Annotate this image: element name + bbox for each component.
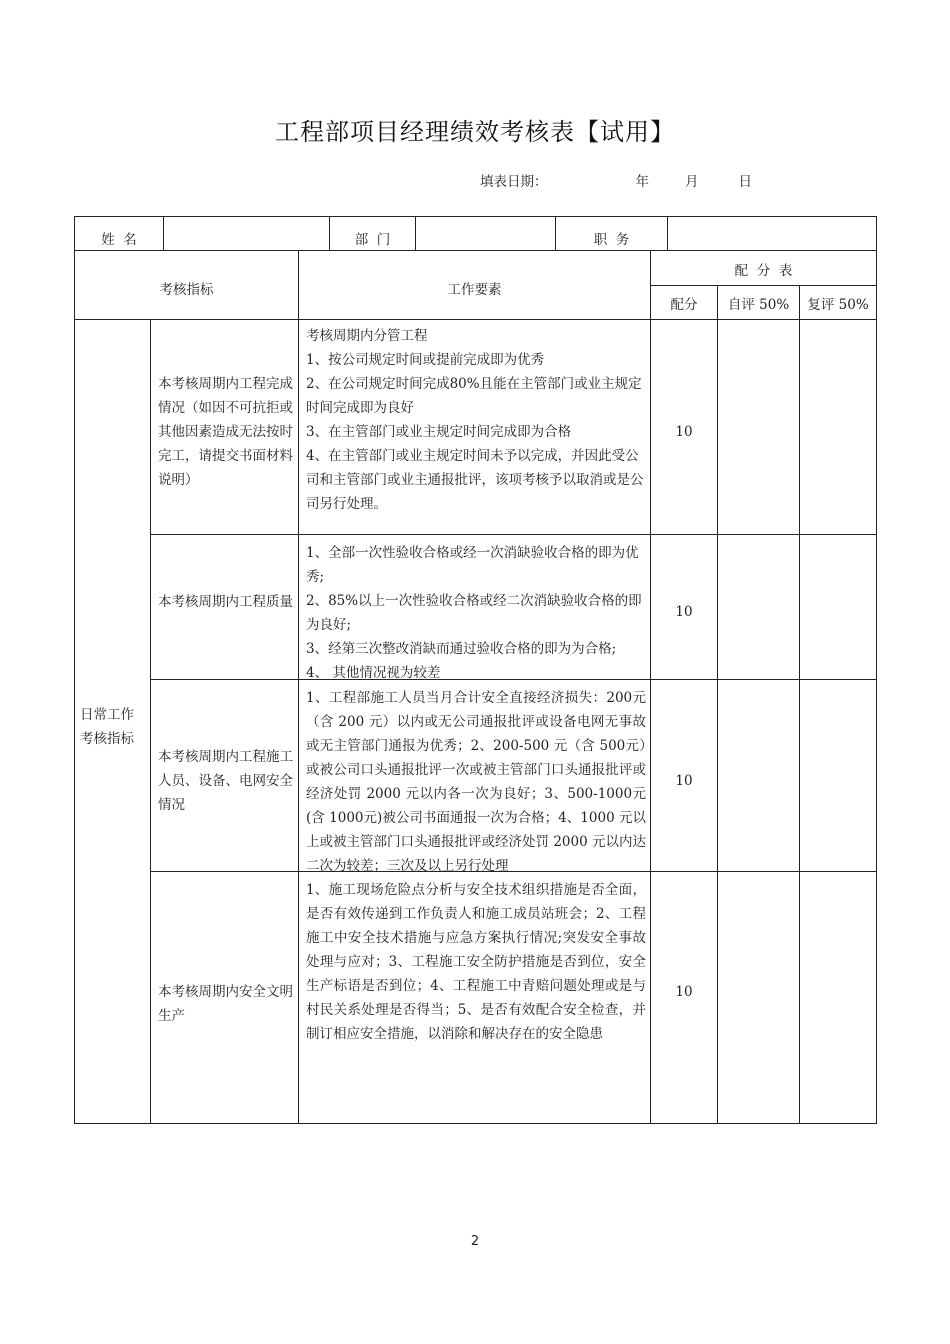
name-field[interactable] — [164, 217, 329, 250]
elements-cell — [306, 878, 646, 1046]
indicator-header: 考核指标 — [159, 282, 214, 298]
day-label: 日 — [738, 174, 752, 190]
element-line: 4、 其他情况视为较差 — [306, 665, 441, 681]
self-eval-input[interactable] — [718, 535, 799, 679]
element-line: 1、施工现场危险点分析与安全技术组织措施是否全面，是否有效传递到工作负责人和施工成员站班会；2、工程施工中安全技术措施与应急方案执行情况;突发安全事故处理与应对；3、工程施工安全防护措施是否到位，安全生产标语是否到位；4、工程施工中青赔问题处理或是与村民关系处理是否得当；5、是否有效配合安全检查，并制订相应安全措施，以消除和解决存在的安全隐患 — [306, 882, 646, 1042]
elements-cell — [306, 324, 646, 516]
review-eval-input[interactable] — [800, 680, 876, 871]
score-table-header: 配 分 表 — [734, 263, 793, 279]
score-value: 10 — [675, 773, 693, 789]
position-field[interactable] — [668, 217, 876, 250]
position-label: 职 务 — [593, 232, 630, 248]
element-line: 3、经第三次整改消缺而通过验收合格的即为为合格; — [306, 641, 617, 657]
self-eval-input[interactable] — [718, 872, 799, 1123]
element-line: 1、工程部施工人员当月合计安全直接经济损失：200元（含 200 元）以内或无公司通报批评或设备电网无事故或无主管部门通报为优秀；2、200-500 元（含 500元）或被公司口头通报批评一次或被主管部门口头通报批评或经济处罚 2000 元以内各一次为良好；3、500-1000元(含 1000元)被公司书面通报一次为合格；4、1000 元以上或被主管部门口头通报批评或经济处罚 2000 元以内达二次为较差；三次及以上另行处理 — [306, 690, 646, 874]
indicator-cell: 本考核周期内工程完成情况（如因不可抗拒或其他因素造成无法按时完工，请提交书面材料说明） — [158, 376, 293, 488]
elements-cell — [306, 541, 646, 685]
name-label: 姓 名 — [101, 232, 137, 248]
element-line: 2、85%以上一次性验收合格或经二次消缺验收合格的即为良好; — [306, 593, 642, 633]
score-col-header: 配分 — [670, 297, 698, 313]
score-value: 10 — [675, 984, 693, 1000]
department-field[interactable] — [416, 217, 555, 250]
page-number: 2 — [470, 1234, 480, 1249]
elements-header: 工作要素 — [447, 282, 502, 298]
self-eval-input[interactable] — [718, 680, 799, 871]
review-eval-input[interactable] — [800, 872, 876, 1123]
score-value: 10 — [675, 604, 693, 620]
review-eval-header: 复评 50% — [807, 297, 869, 313]
element-line: 3、在主管部门或业主规定时间完成即为合格 — [306, 424, 572, 440]
indicator-cell: 本考核周期内安全文明生产 — [158, 984, 293, 1024]
year-label: 年 — [635, 174, 649, 190]
review-eval-input[interactable] — [800, 535, 876, 679]
score-value: 10 — [675, 424, 693, 440]
department-label: 部 门 — [354, 232, 391, 248]
self-eval-header: 自评 50% — [727, 297, 790, 313]
category-label: 日常工作考核指标 — [80, 707, 134, 747]
element-line: 1、全部一次性验收合格或经一次消缺验收合格的即为优秀; — [306, 545, 639, 585]
element-line: 4、在主管部门或业主规定时间未予以完成，并因此受公司和主管部门或业主通报批评，该项考核予以取消或是公司另行处理。 — [306, 448, 644, 512]
element-line: 1、按公司规定时间或提前完成即为优秀 — [306, 352, 545, 368]
fill-date-label: 填表日期： — [480, 174, 548, 190]
indicator-cell: 本考核周期内工程质量 — [158, 594, 293, 610]
element-line: 考核周期内分管工程 — [306, 328, 428, 344]
elements-cell — [306, 686, 646, 878]
review-eval-input[interactable] — [800, 320, 876, 534]
element-line: 2、在公司规定时间完成80%且能在主管部门或业主规定时间完成即为良好 — [306, 376, 642, 416]
self-eval-input[interactable] — [718, 320, 799, 534]
indicator-cell: 本考核周期内工程施工人员、设备、电网安全情况 — [158, 749, 293, 813]
month-label: 月 — [685, 174, 699, 190]
page-title: 工程部项目经理绩效考核表【试用】 — [275, 118, 675, 146]
